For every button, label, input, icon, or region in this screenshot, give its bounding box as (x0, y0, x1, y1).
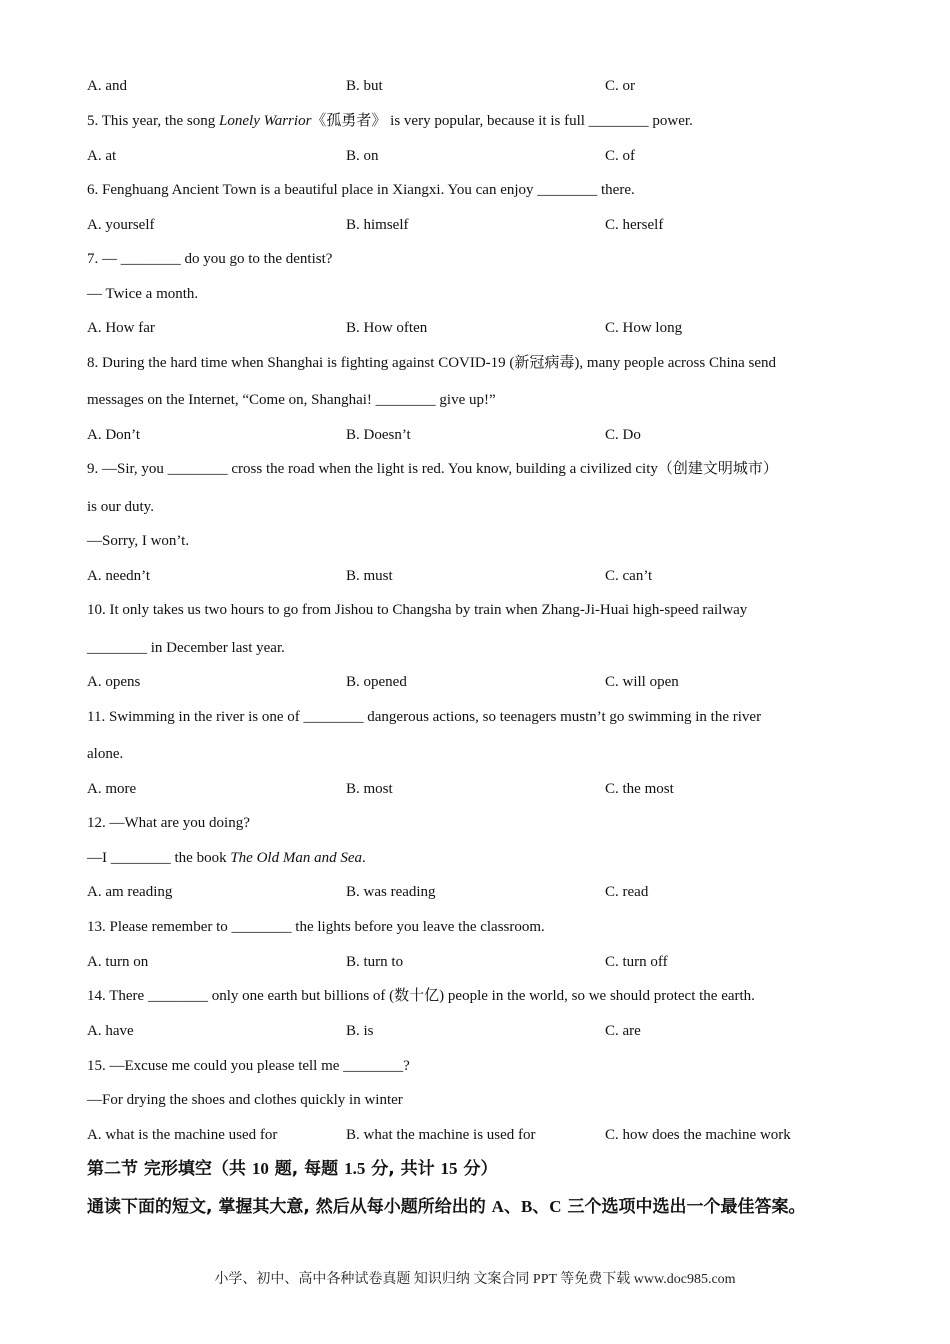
section-title: 第二节 完形填空（共 10 题, 每题 1.5 分, 共计 15 分） (87, 1159, 498, 1179)
q4-option-b: B. but (346, 78, 383, 94)
q7-option-a: A. How far (87, 320, 155, 336)
q9-option-b: B. must (346, 568, 393, 584)
q4-option-a: A. and (87, 78, 127, 94)
q10-stem-cont: ________ in December last year. (87, 640, 285, 656)
q14-option-a: A. have (87, 1023, 134, 1039)
q8-option-b: B. Doesn’t (346, 427, 411, 443)
q11-stem-cont: alone. (87, 746, 124, 762)
q5-option-b: B. on (346, 148, 379, 164)
q15-answer-line: —For drying the shoes and clothes quickly in winter (87, 1092, 403, 1108)
q12-option-c: C. read (605, 884, 649, 900)
q9-option-a: A. needn’t (87, 568, 151, 584)
page-footer: 小学、初中、高中各种试卷真题 知识归纳 文案合同 PPT 等免费下载 www.doc985.com (214, 1272, 736, 1287)
q5-option-c: C. of (605, 148, 635, 164)
q12-option-b: B. was reading (346, 884, 436, 900)
q8-option-c: C. Do (605, 427, 641, 443)
q11-option-b: B. most (346, 781, 393, 797)
q13-option-b: B. turn to (346, 954, 404, 970)
q10-option-c: C. will open (605, 674, 679, 690)
q7-option-c: C. How long (605, 320, 683, 336)
q9-option-c: C. can’t (605, 568, 653, 584)
section-instruction: 通读下面的短文, 掌握其大意, 然后从每小题所给出的 A、B、C 三个选项中选出一个最佳答案。 (87, 1197, 806, 1217)
q15-option-a: A. what is the machine used for (87, 1127, 278, 1143)
q13-option-c: C. turn off (605, 954, 668, 970)
q7-answer-line: — Twice a month. (87, 286, 199, 302)
q4-option-c: C. or (605, 78, 635, 94)
q8-option-a: A. Don’t (87, 427, 141, 443)
q5-stem: 5. This year, the song Lonely Warrior《孤勇者》 is very popular, because it is full ________ power. (87, 113, 693, 129)
q8-stem: 8. During the hard time when Shanghai is fighting against COVID-19 (新冠病毒), many people across China send (87, 355, 777, 371)
q13-stem: 13. Please remember to ________ the lights before you leave the classroom. (87, 919, 545, 935)
q11-option-c: C. the most (605, 781, 674, 797)
q9-stem: 9. —Sir, you ________ cross the road when the light is red. You know, building a civilized city（创建文明城市） (87, 461, 778, 477)
q9-stem-cont: is our duty. (87, 499, 154, 515)
q14-option-b: B. is (346, 1023, 374, 1039)
q11-option-a: A. more (87, 781, 137, 797)
q14-stem: 14. There ________ only one earth but billions of (数十亿) people in the world, so we should protect the earth. (87, 988, 755, 1004)
q11-stem: 11. Swimming in the river is one of ________ dangerous actions, so teenagers mustn’t go swimming in the river (87, 709, 762, 725)
q12-answer-line: —I ________ the book The Old Man and Sea. (87, 850, 366, 866)
q15-option-c: C. how does the machine work (605, 1127, 791, 1143)
q10-stem: 10. It only takes us two hours to go from Jishou to Changsha by train when Zhang-Ji-Huai high-speed railway (87, 602, 748, 618)
q8-stem-cont: messages on the Internet, “Come on, Shanghai! ________ give up!” (87, 392, 496, 408)
q10-option-a: A. opens (87, 674, 141, 690)
q6-option-a: A. yourself (87, 217, 155, 233)
q12-option-a: A. am reading (87, 884, 173, 900)
q7-stem: 7. — ________ do you go to the dentist? (87, 251, 333, 267)
q12-stem: 12. —What are you doing? (87, 815, 250, 831)
q13-option-a: A. turn on (87, 954, 149, 970)
q15-option-b: B. what the machine is used for (346, 1127, 536, 1143)
q6-stem: 6. Fenghuang Ancient Town is a beautiful place in Xiangxi. You can enjoy ________ there. (87, 182, 635, 198)
q7-option-b: B. How often (346, 320, 428, 336)
q6-option-b: B. himself (346, 217, 409, 233)
q14-option-c: C. are (605, 1023, 641, 1039)
q9-answer-line: —Sorry, I won’t. (87, 533, 190, 549)
q5-option-a: A. at (87, 148, 117, 164)
q10-option-b: B. opened (346, 674, 407, 690)
q15-stem: 15. —Excuse me could you please tell me ________? (87, 1058, 410, 1074)
q6-option-c: C. herself (605, 217, 664, 233)
